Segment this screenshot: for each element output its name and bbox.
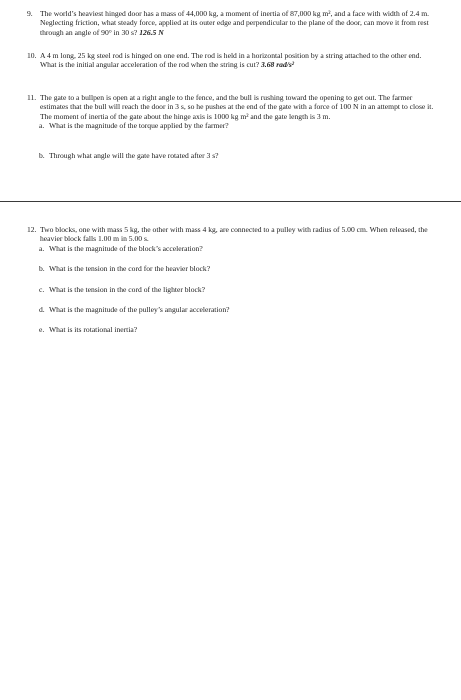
sub-letter: b. (39, 150, 45, 160)
problem-statement: The gate to a bullpen is open at a right angle to the fence, and the bull is rushing toward the opening to get out. The farmer estimates that the bull will reach the door in 3 s, so he pushes at the end of the gate with a force of 100 N in an attempt to close it. The moment of inertia of the gate about the hinge axis is 1000 kg m² and the gate length is 3 m. (40, 93, 434, 121)
sub-letter: e. (39, 325, 45, 335)
sub-question-b (39, 264, 435, 273)
sub-text: Through what angle will the gate have rotated after 3 s? (49, 150, 219, 160)
sub-letter: a. (39, 243, 45, 253)
sub-question-a (39, 121, 435, 130)
answer: 3.68 rad/s² (261, 60, 295, 70)
problem-9 (27, 9, 435, 37)
sub-letter: a. (39, 121, 45, 131)
answer: 126.5 N (139, 27, 164, 37)
problem-number: 12. (27, 225, 37, 234)
problem-text (40, 225, 435, 244)
sub-text: What is the tension in the cord for the heavier block? (49, 264, 211, 274)
sub-letter: c. (39, 284, 45, 294)
problem-text (40, 51, 435, 70)
sub-text: What is the magnitude of the torque applied by the farmer? (49, 121, 229, 131)
problem-10 (27, 51, 435, 70)
problem-text (40, 93, 435, 121)
sub-text: What is the magnitude of the pulley’s angular acceleration? (49, 305, 230, 315)
sub-question-e (39, 325, 435, 334)
sub-letter: d. (39, 305, 45, 315)
problem-number: 10. (27, 51, 37, 60)
problem-number: 11. (27, 93, 37, 102)
problem-12 (27, 225, 435, 335)
sub-question-b (39, 151, 435, 160)
problem-11 (27, 93, 435, 160)
problem-text (40, 9, 435, 37)
sub-text: What is the tension in the cord of the lighter block? (49, 284, 206, 294)
problem-statement: The world’s heaviest hinged door has a mass of 44,000 kg, a moment of inertia of 87,000 kg m², and a face with width of 2.4 m. Neglecting friction, what steady force, applied at its outer edge and perpendicular to the plane of the door, can move it from rest through an angle of 90° in 30 s? (40, 9, 430, 37)
sub-text: What is its rotational inertia? (49, 325, 138, 335)
sub-question-c (39, 285, 435, 294)
problem-statement: A 4 m long, 25 kg steel rod is hinged on one end. The rod is held in a horizontal position by a string attached to the other end. What is the initial angular acceleration of the rod when the string is cut? (40, 51, 422, 70)
sub-letter: b. (39, 264, 45, 274)
problem-number: 9. (27, 9, 33, 18)
sub-question-a (39, 244, 435, 253)
sub-question-d (39, 305, 435, 314)
section-divider (0, 201, 461, 202)
problem-statement: Two blocks, one with mass 5 kg, the other with mass 4 kg, are connected to a pulley with radius of 5.00 cm. When released, the heavier block falls 1.00 m in 5.00 s. (40, 225, 428, 244)
sub-text: What is the magnitude of the block’s acceleration? (49, 243, 203, 253)
